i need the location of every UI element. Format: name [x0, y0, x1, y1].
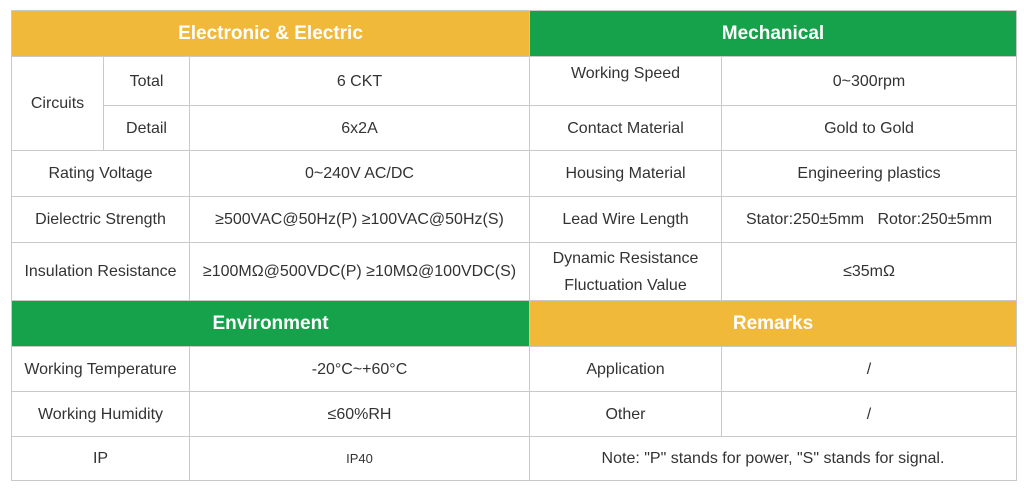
working-speed-value: 0~300rpm [722, 57, 1017, 106]
lead-wire-length-label: Lead Wire Length [530, 197, 722, 243]
detail-label: Detail [104, 106, 190, 151]
rating-voltage-label: Rating Voltage [12, 151, 190, 197]
ip-label: IP [12, 437, 190, 481]
ip-value: IP40 [190, 437, 530, 481]
remarks-header: Remarks [530, 301, 1017, 347]
circuits-label: Circuits [12, 57, 104, 151]
specification-table [11, 10, 1017, 481]
contact-material-value: Gold to Gold [722, 106, 1017, 151]
mechanical-header: Mechanical [530, 11, 1017, 57]
dynamic-resistance-label-line-1: Dynamic Resistance [552, 249, 699, 267]
electronic-electric-header: Electronic & Electric [12, 11, 530, 57]
working-speed-label: Working Speed [530, 57, 722, 106]
housing-material-value: Engineering plastics [722, 151, 1017, 197]
environment-header: Environment [12, 301, 530, 347]
dielectric-strength-label: Dielectric Strength [12, 197, 190, 243]
working-humidity-label: Working Humidity [12, 392, 190, 437]
insulation-resistance-label: Insulation Resistance [12, 243, 190, 301]
remarks-note: Note: "P" stands for power, "S" stands for signal. [530, 437, 1017, 481]
dynamic-resistance-label [530, 243, 722, 301]
insulation-resistance-value: ≥100MΩ@500VDC(P) ≥10MΩ@100VDC(S) [190, 243, 530, 301]
total-label: Total [104, 57, 190, 106]
rating-voltage-value: 0~240V AC/DC [190, 151, 530, 197]
detail-value: 6x2A [190, 106, 530, 151]
application-value: / [722, 347, 1017, 392]
application-label: Application [530, 347, 722, 392]
dynamic-resistance-value: ≤35mΩ [722, 243, 1017, 301]
dielectric-strength-value: ≥500VAC@50Hz(P) ≥100VAC@50Hz(S) [190, 197, 530, 243]
total-value: 6 CKT [190, 57, 530, 106]
working-temperature-label: Working Temperature [12, 347, 190, 392]
lead-wire-length-value: Stator:250±5mm Rotor:250±5mm [722, 197, 1017, 243]
dynamic-resistance-label-line-2: Fluctuation Value [564, 276, 687, 294]
contact-material-label: Contact Material [530, 106, 722, 151]
housing-material-label: Housing Material [530, 151, 722, 197]
working-temperature-value: -20°C~+60°C [190, 347, 530, 392]
other-label: Other [530, 392, 722, 437]
working-humidity-value: ≤60%RH [190, 392, 530, 437]
other-value: / [722, 392, 1017, 437]
